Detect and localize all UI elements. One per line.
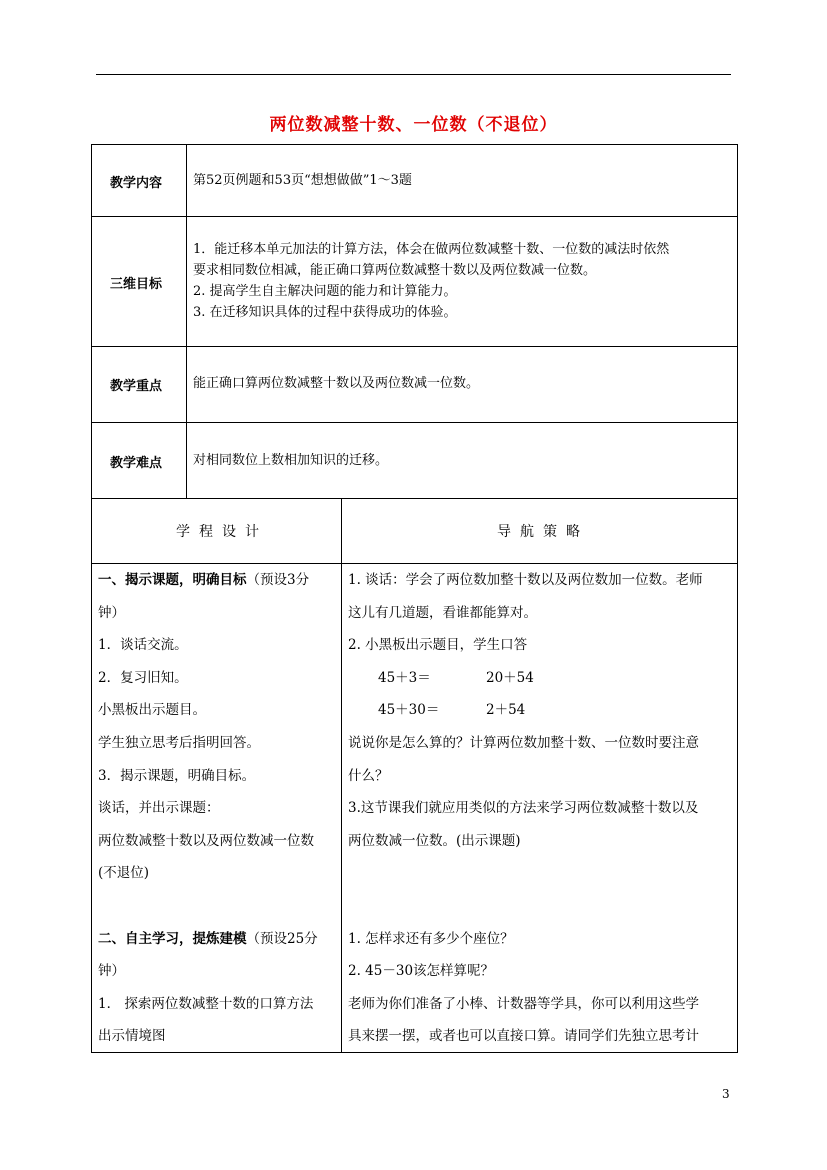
left-column-content <box>98 564 338 1053</box>
goal-line: 3. 在迁移知识具体的过程中获得成功的体验。 <box>193 305 457 320</box>
blank-line <box>98 890 338 923</box>
goals-label: 三维目标 <box>110 277 163 292</box>
row-divider <box>91 216 738 217</box>
content-value: 第52页例题和53页“想想做做”1～3题 <box>193 173 412 188</box>
blank-line <box>348 890 734 923</box>
key-points-label: 教学重点 <box>110 379 163 394</box>
content-label: 教学内容 <box>110 176 163 191</box>
right-line: 2. 小黑板出示题目，学生口答 <box>348 637 528 654</box>
right-line: 具来摆一摆，或者也可以直接口算。请同学们先独立思考计 <box>348 1028 699 1045</box>
left-line: 两位数减整十数以及两位数减一位数 <box>98 832 314 849</box>
right-line: 什么？ <box>348 767 389 784</box>
equation: 45＋30＝ <box>378 702 440 719</box>
right-line: 2. 45－30该怎样算呢？ <box>348 963 495 980</box>
left-line: 3．揭示课题，明确目标。 <box>98 767 256 784</box>
left-line: 钟） <box>98 963 125 980</box>
equation-row <box>348 662 734 695</box>
right-line: 说说你是怎么算的？计算两位数加整十数、一位数时要注意 <box>348 734 699 751</box>
page-number: 3 <box>722 1087 730 1101</box>
right-line: 1. 谈话：学会了两位数加整十数以及两位数加一位数。老师 <box>348 572 703 588</box>
right-line: 1. 怎样求还有多少个座位？ <box>348 930 514 947</box>
equation: 45＋3＝ <box>378 669 431 686</box>
blank-line <box>348 857 734 890</box>
goal-line: 要求相同数位相减，能正确口算两位数减整十数以及两位数减一位数。 <box>193 263 597 278</box>
right-column-header: 导航策略 <box>497 524 589 540</box>
right-column-content <box>348 564 734 1053</box>
right-line: 这儿有几道题，看谁都能算对。 <box>348 604 537 621</box>
row-divider <box>91 346 738 347</box>
left-line: 钟） <box>98 604 125 621</box>
key-points-value: 能正确口算两位数减整十数以及两位数减一位数。 <box>193 376 480 391</box>
right-line: 老师为你们准备了小棒、计数器等学具，你可以利用这些学 <box>348 995 699 1012</box>
left-line: 小黑板出示题目。 <box>98 702 206 719</box>
section-1-heading: 一、揭示课题，明确目标（预设3分 <box>98 572 310 588</box>
goals-list <box>193 239 669 323</box>
left-line: 1．谈话交流。 <box>98 637 188 654</box>
left-column-header: 学程设计 <box>176 524 268 540</box>
goal-line: 1．能迁移本单元加法的计算方法，体会在做两位数减整十数、一位数的减法时依然 <box>193 242 670 257</box>
left-line: (不退位) <box>98 865 150 882</box>
top-col-divider <box>186 144 187 498</box>
row-divider <box>91 498 738 499</box>
document-title: 两位数减整十数、一位数（不退位） <box>269 115 558 135</box>
left-line: 谈话，并出示课题： <box>98 800 220 817</box>
section-2-heading: 二、自主学习，提炼建模（预设25分 <box>98 930 318 947</box>
goal-line: 2. 提高学生自主解决问题的能力和计算能力。 <box>193 284 457 299</box>
equation-row <box>348 694 734 727</box>
difficulties-label: 教学难点 <box>110 456 163 471</box>
left-line: 1． 探索两位数减整十数的口算方法 <box>98 995 314 1012</box>
row-divider <box>91 422 738 423</box>
right-line: 两位数减一位数。(出示课题) <box>348 832 521 849</box>
left-line: 学生独立思考后指明回答。 <box>98 734 260 751</box>
bottom-col-divider <box>341 498 342 1053</box>
right-line: 3.这节课我们就应用类似的方法来学习两位数减整十数以及 <box>348 800 699 817</box>
difficulties-value: 对相同数位上数相加知识的迁移。 <box>193 453 389 468</box>
left-line: 2．复习旧知。 <box>98 669 188 686</box>
left-line: 出示情境图 <box>98 1028 166 1045</box>
equation: 20＋54 <box>486 669 534 686</box>
header-rule <box>96 74 731 75</box>
equation: 2＋54 <box>486 702 526 719</box>
